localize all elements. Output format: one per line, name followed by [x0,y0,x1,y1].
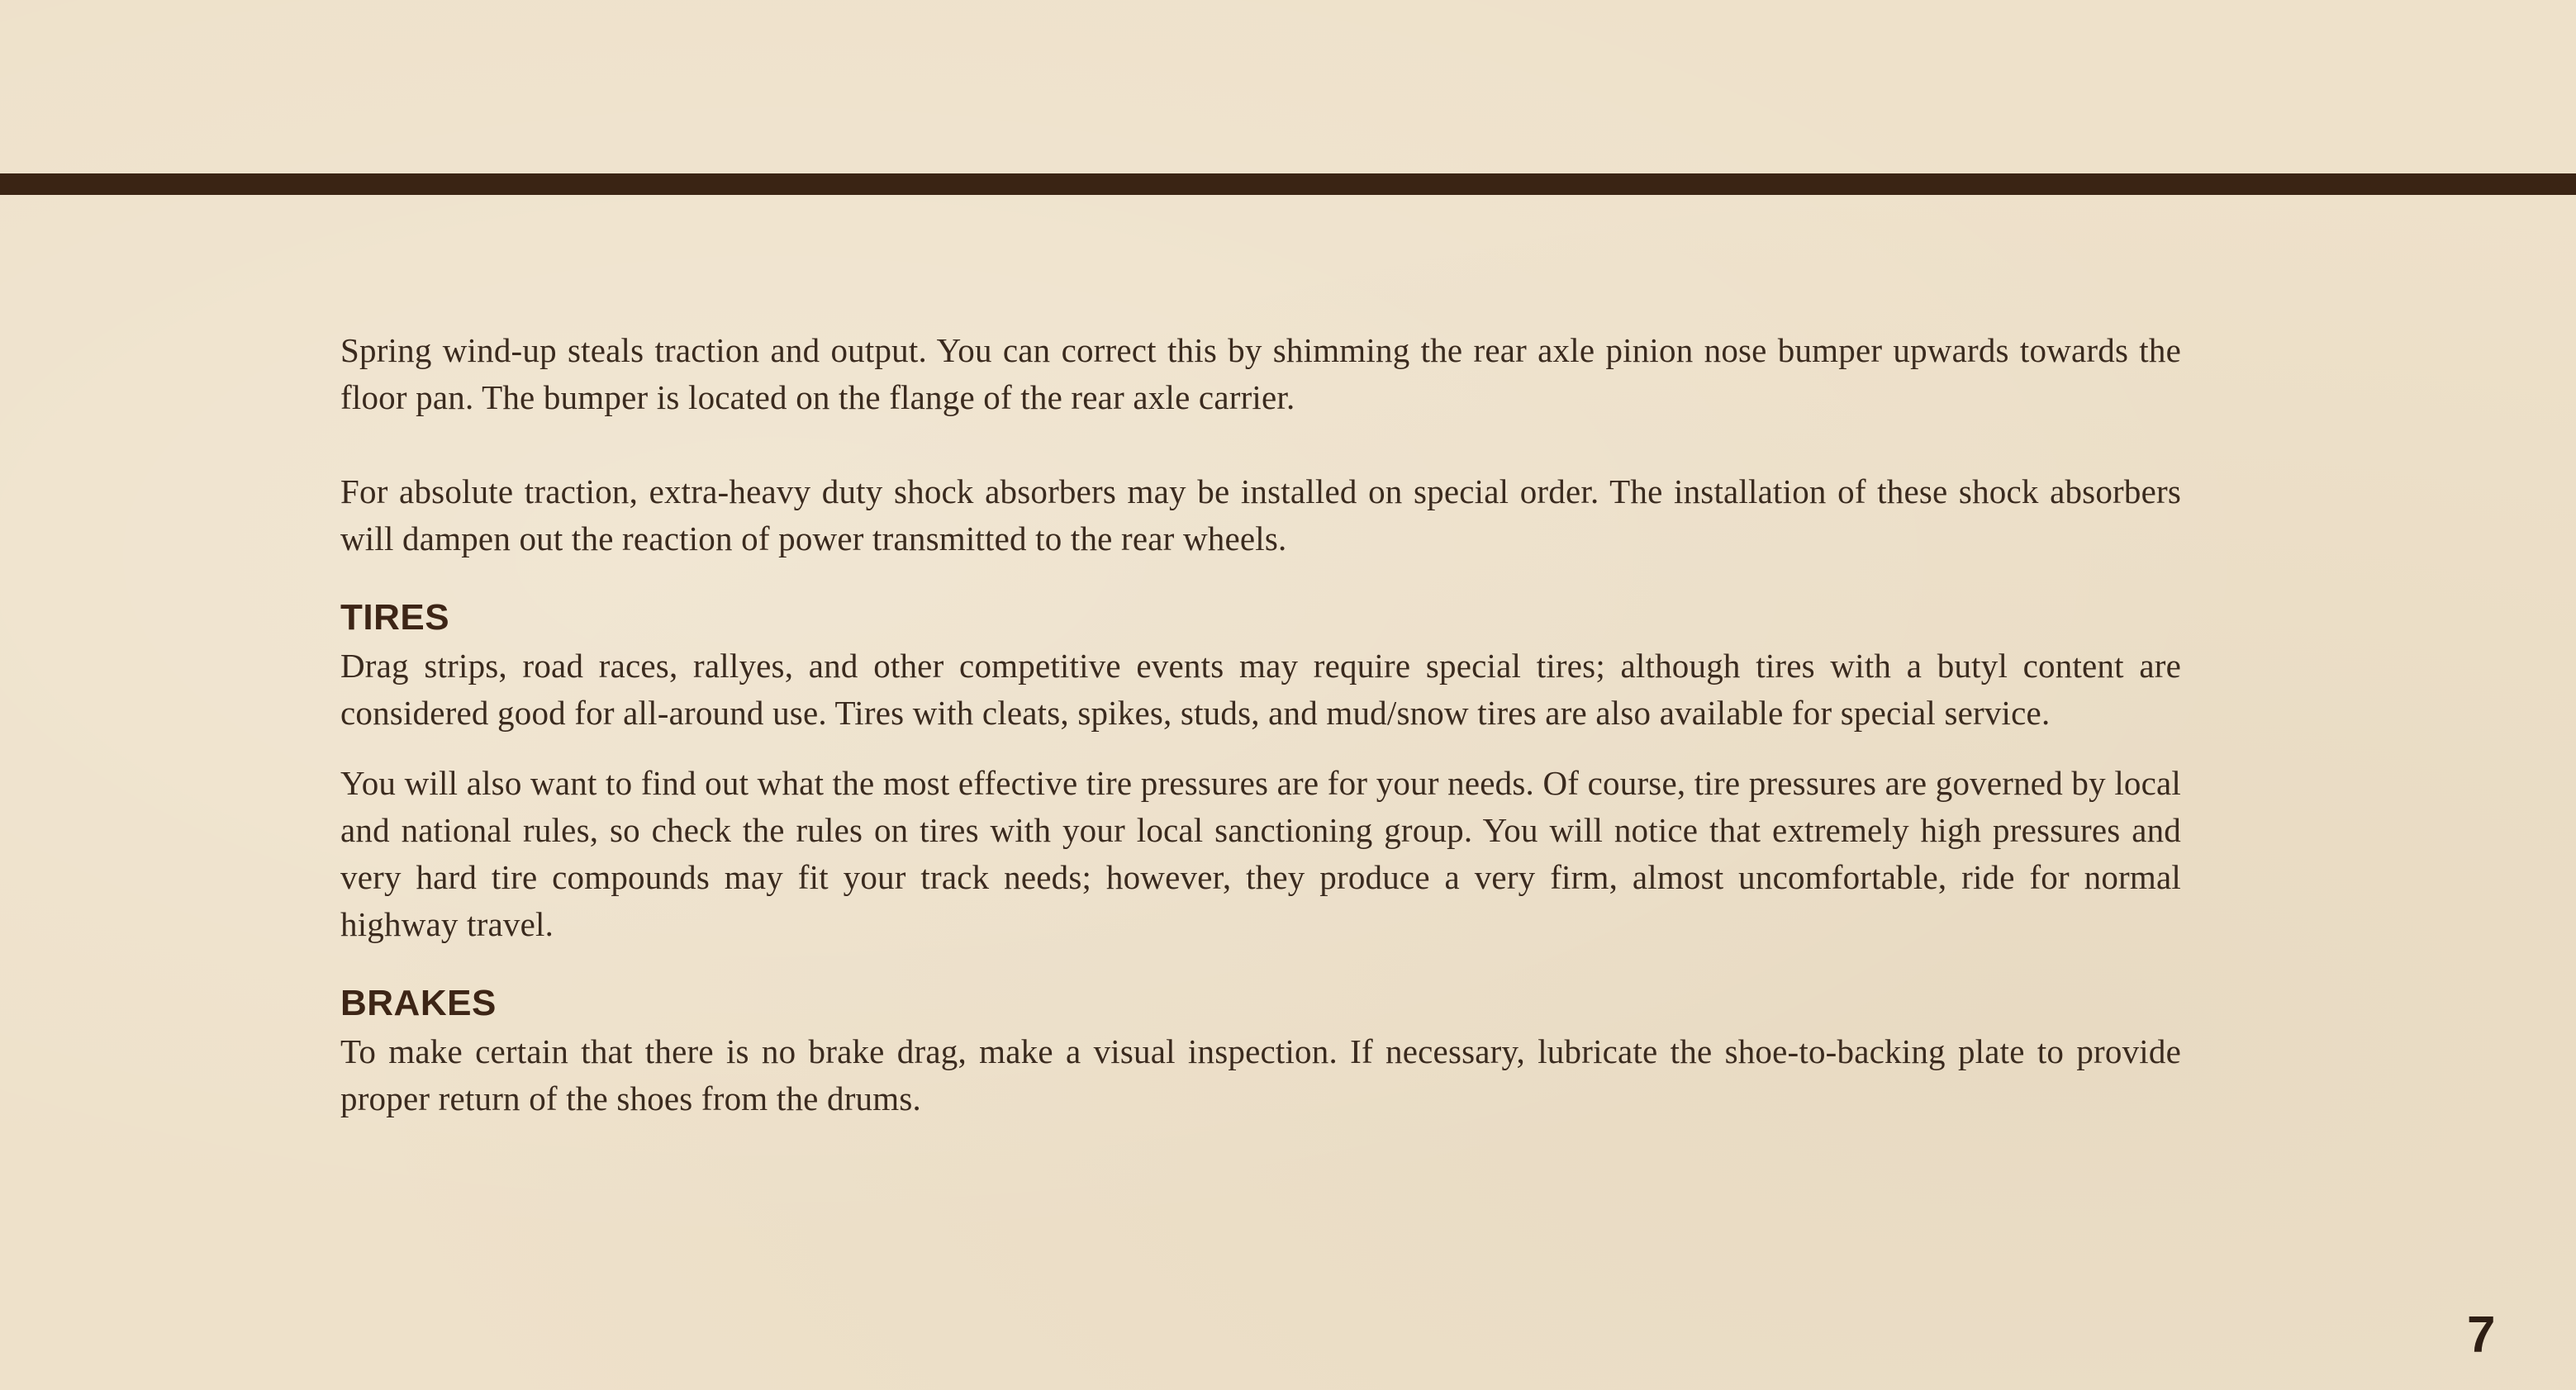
tires-heading: TIRES [340,597,450,638]
page-body [340,327,2181,1122]
brakes-heading: BRAKES [340,983,497,1023]
tires-paragraph-2: You will also want to find out what the most effective tire pressures are for your needs. Of course, tire pressures are governed by local and national rules, so check the rules on tires with your local sanctioning group. You will notice that extremely high pressures and very hard tire compounds may fit your track needs; however, they produce a very firm, almost uncomfortable, ride for normal highway travel. [340,764,2181,943]
tires-paragraph-1: Drag strips, road races, rallyes, and other competitive events may require special tires; although tires with a butyl content are considered good for all-around use. Tires with cleats, spikes, studs, and mud/snow tires are also available for special service. [340,647,2181,732]
brakes-paragraph-1: To make certain that there is no brake drag, make a visual inspection. If necessary, lubricate the shoe-to-backing plate to provide proper return of the shoes from the drums. [340,1032,2181,1117]
intro-paragraph-2: For absolute traction, extra-heavy duty shock absorbers may be installed on special order. The installation of these shock absorbers will dampen out the reaction of power transmitted to the rear wheels. [340,472,2181,557]
page-number: 7 [2467,1307,2496,1364]
top-rule [0,173,2576,195]
intro-paragraph-1: Spring wind-up steals traction and output. You can correct this by shimming the rear axle pinion nose bumper upwards towards the floor pan. The bumper is located on the flange of the rear axle carrier. [340,331,2181,416]
